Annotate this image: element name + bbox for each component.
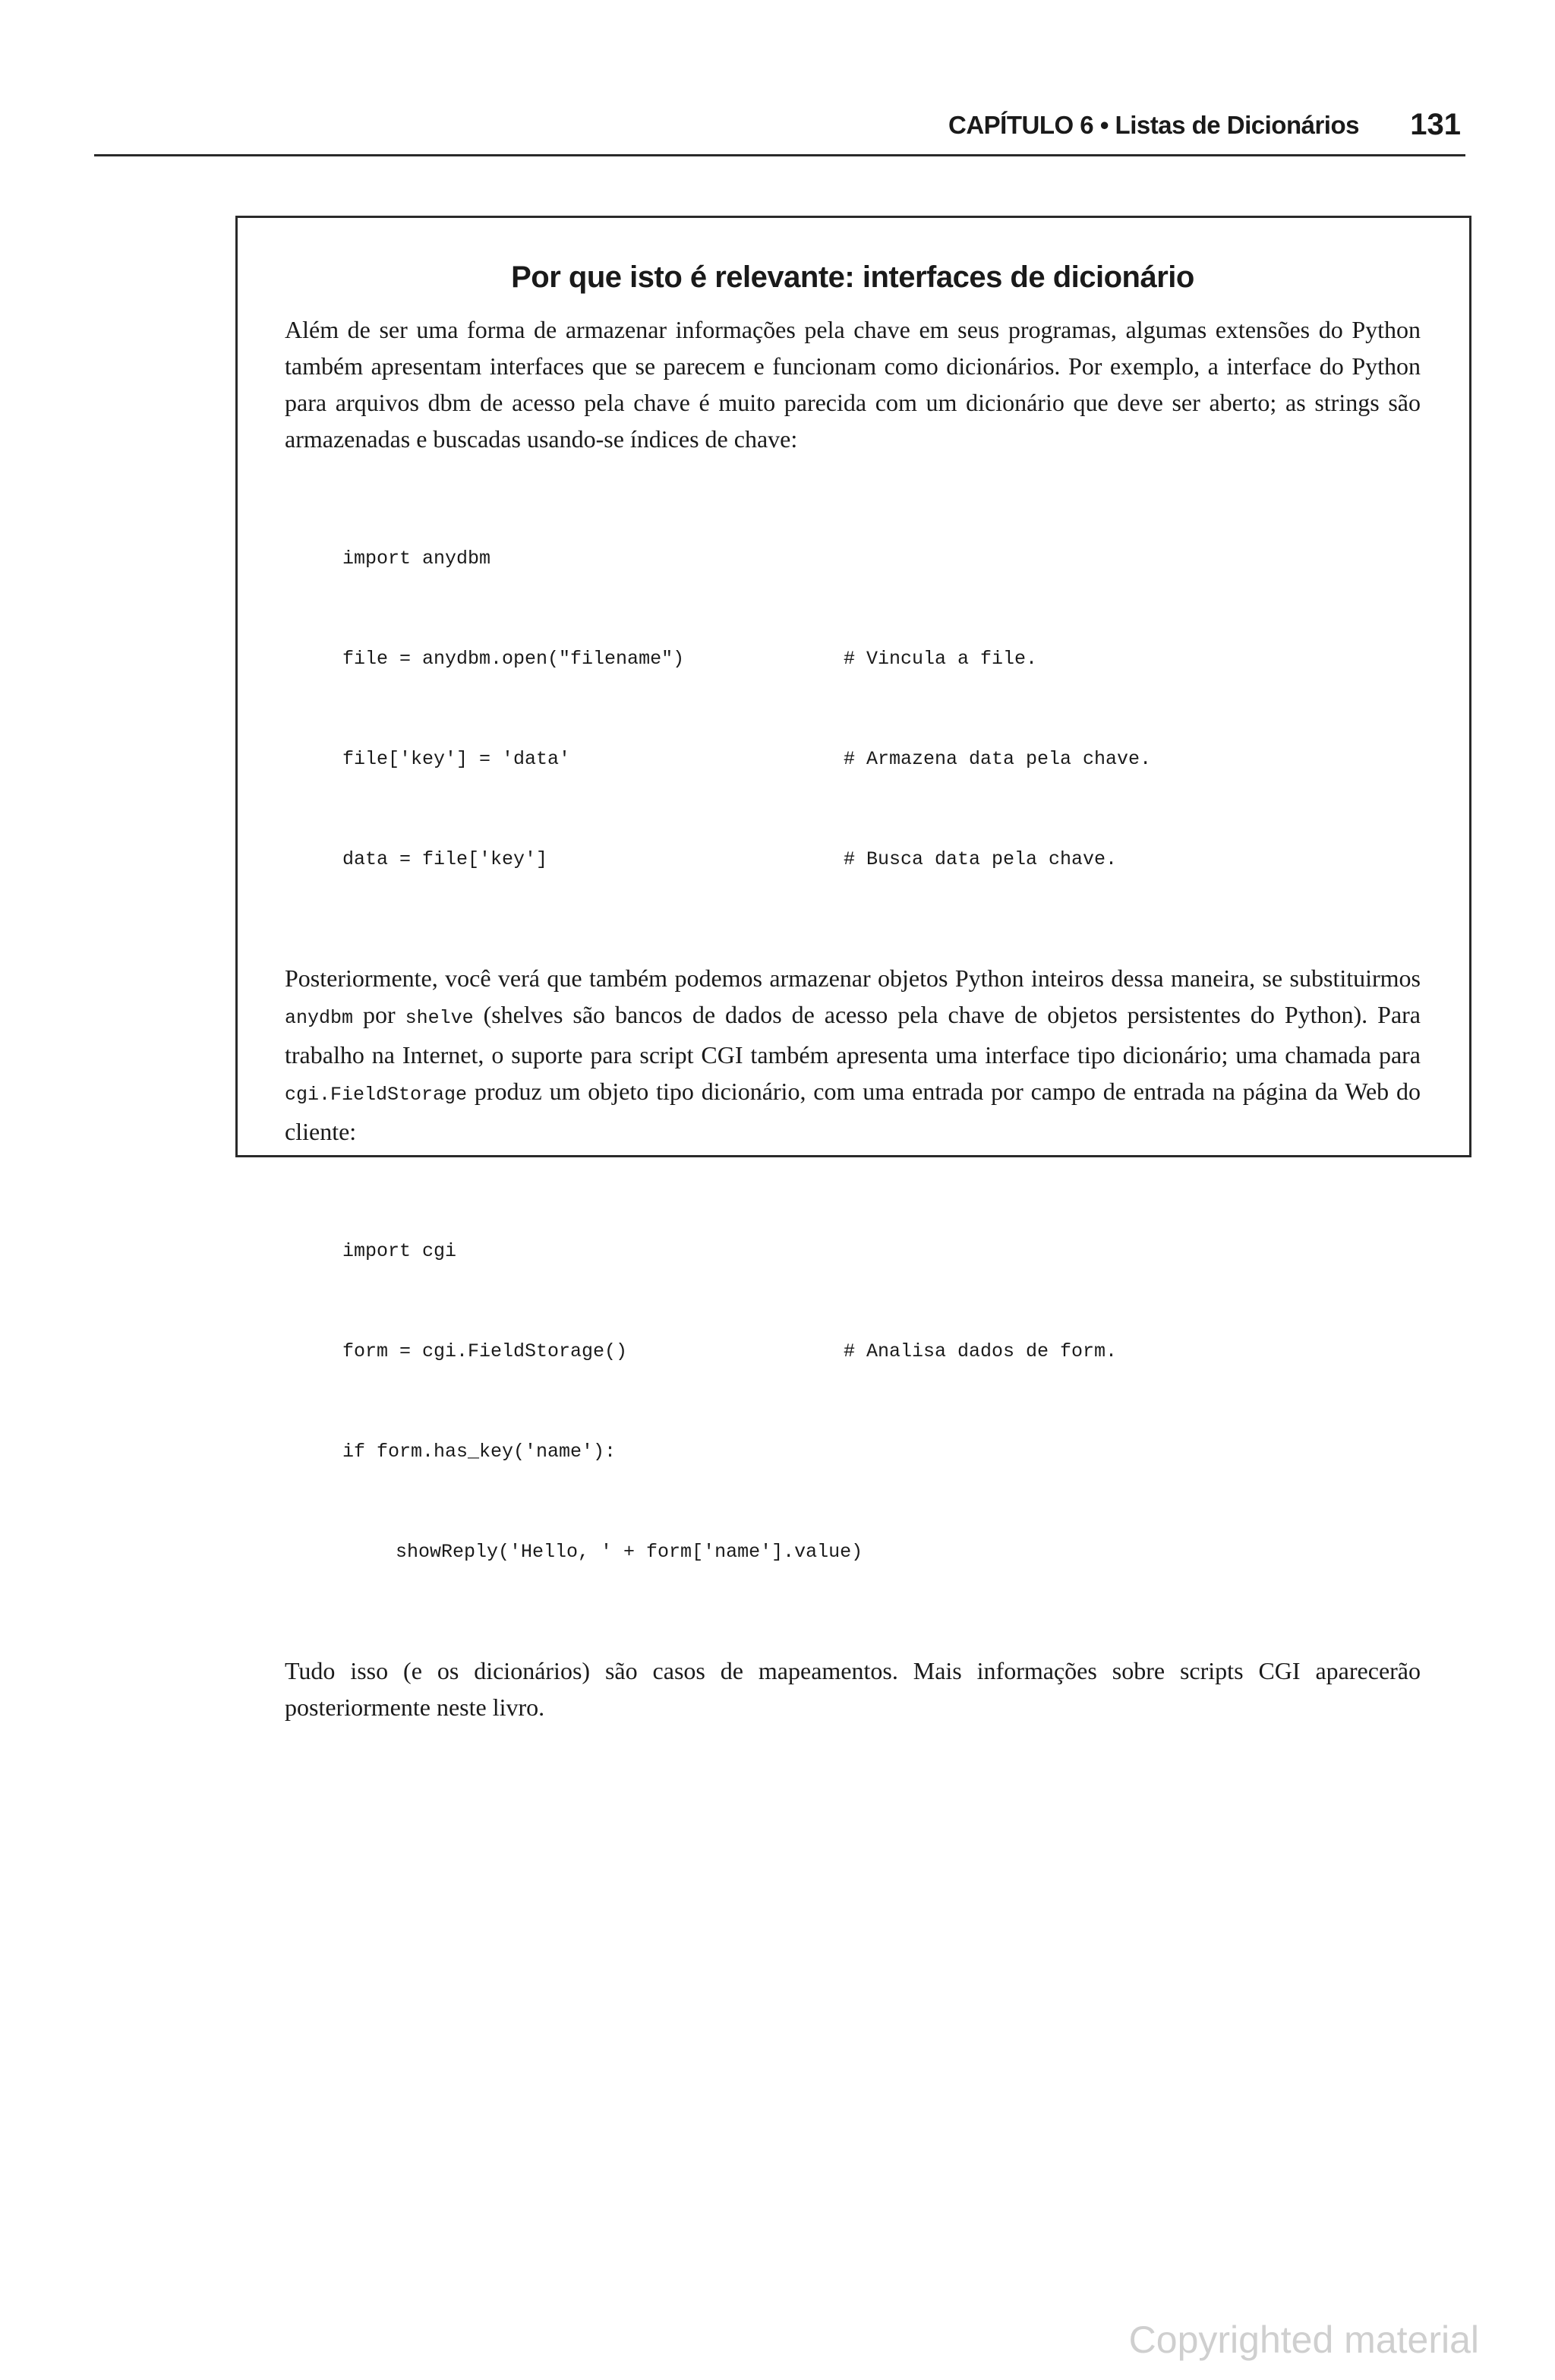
text-run: produz um objeto tipo dicionário, com uma entrada por campo de entrada na página da Web do cliente:	[285, 1078, 1421, 1145]
code-line	[342, 1335, 1421, 1368]
code-comment: # Vincula a file.	[844, 648, 1038, 670]
sidebar-box	[235, 216, 1471, 1721]
code-line	[342, 1235, 1421, 1268]
code-text: import cgi	[342, 1240, 457, 1262]
inline-code-anydbm: anydbm	[285, 1007, 354, 1029]
code-line	[342, 1536, 1421, 1569]
sidebar-title: Por que isto é relevante: interfaces de dicionário	[511, 260, 1194, 294]
running-head	[94, 108, 1465, 156]
code-comment: # Armazena data pela chave.	[844, 748, 1152, 770]
code-block-anydbm	[342, 475, 1421, 943]
chapter-title: CAPÍTULO 6 • Listas de Dicionários	[948, 111, 1359, 139]
code-line	[342, 642, 1421, 676]
code-text: file = anydbm.open("filename")	[342, 648, 685, 670]
code-text: form = cgi.FieldStorage()	[342, 1340, 628, 1362]
code-line	[342, 843, 1421, 876]
code-text: file['key'] = 'data'	[342, 748, 571, 770]
code-block-cgi	[342, 1168, 1421, 1636]
inline-code-shelve: shelve	[405, 1007, 474, 1029]
code-line	[342, 542, 1421, 576]
code-text: data = file['key']	[342, 848, 548, 870]
code-text: if form.has_key('name'):	[342, 1441, 617, 1463]
paragraph-shelve	[285, 960, 1421, 1150]
paragraph-intro: Além de ser uma forma de armazenar informações pela chave em seus programas, algumas extensões do Python também apresentam interfaces que se parecem e funcionam como dicionários. Por exemplo, a interface do Python para arquivos dbm de acesso pela chave é muito parecida com um dicionário que deve ser aberto; as strings são armazenadas e buscadas usando-se índices de chave:	[285, 316, 1421, 453]
code-line	[342, 743, 1421, 776]
watermark: Copyrighted material	[1128, 2318, 1479, 2361]
inline-code-fieldstorage: cgi.FieldStorage	[285, 1084, 468, 1106]
text-run: (shelves são bancos de dados de acesso pela chave de objetos persistentes do Python). Para trabalho na Internet, o suporte para script CGI também apresenta uma interface tipo dicionário; uma chamada para	[285, 1001, 1421, 1068]
text-run: Posteriormente, você verá que também podemos armazenar objetos Python inteiros dessa maneira, se substituirmos	[285, 964, 1421, 992]
code-text: showReply('Hello, ' + form['name'].value)	[396, 1541, 863, 1563]
page-number: 131	[1410, 108, 1461, 141]
code-text: import anydbm	[342, 548, 491, 570]
text-run: por	[353, 1001, 405, 1028]
code-comment: # Busca data pela chave.	[844, 848, 1118, 870]
code-comment: # Analisa dados de form.	[844, 1340, 1118, 1362]
paragraph-conclusion: Tudo isso (e os dicionários) são casos de mapeamentos. Mais informações sobre scripts CGI aparecerão posteriormente neste livro.	[285, 1657, 1421, 1721]
code-line	[342, 1435, 1421, 1469]
